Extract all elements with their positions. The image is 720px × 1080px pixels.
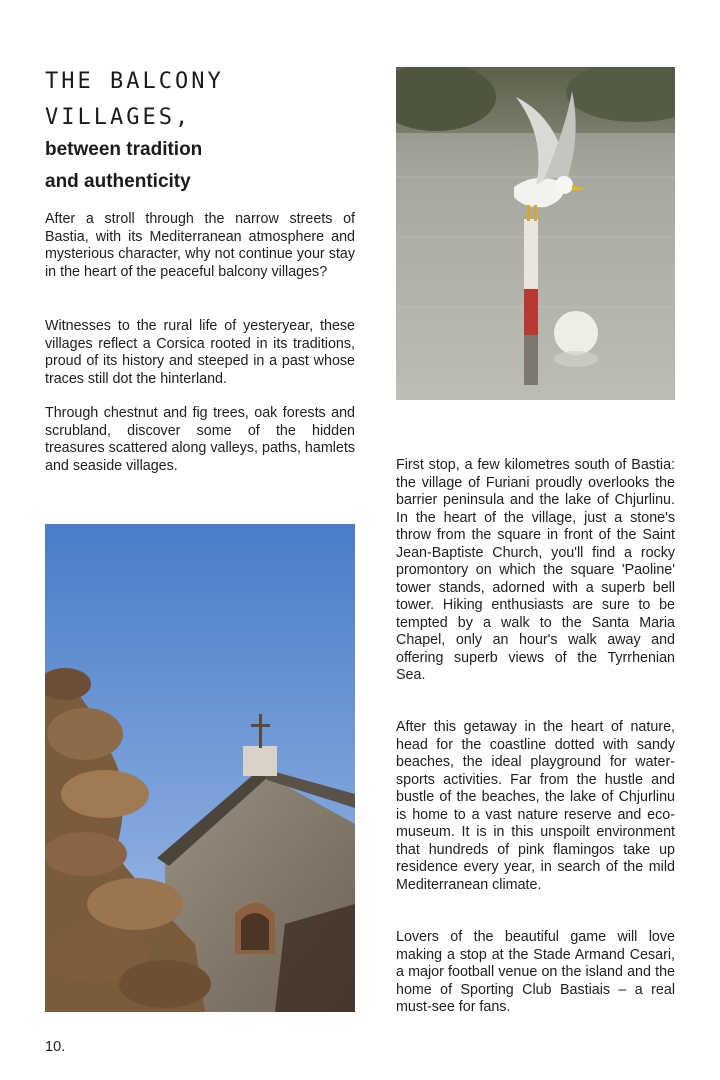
article-title-line2: VILLAGES,: [45, 105, 192, 130]
article-subtitle: [45, 134, 365, 198]
seagull-lake-photo: [396, 67, 675, 400]
article-subtitle-line1: between tradition: [45, 139, 203, 160]
chapel-photo: [45, 524, 355, 1012]
paragraph-first-stop: First stop, a few kilometres south of Bastia: the village of Furiani proudly overlooks the barrier peninsula and the lake of Chjurlinu. In the heart of the village, just a stone's throw from the square in front of the Saint Jean-Baptiste Church, you'll find a rocky promontory on which the square 'Paoline' tower stands, adorned with a superb bell tower. Hiking enthusiasts are sure to be tempted by a walk to the Santa Maria Chapel, only an hour's walk away and offering superb views of the Tyrrhenian Sea.: [396, 457, 675, 683]
paragraph-witnesses: Witnesses to the rural life of yesteryear, these villages reflect a Corsica rooted in its traditions, proud of its history and steeped in a past whose traces still dot the hinterland.: [45, 318, 355, 387]
article-title-line1: THE BALCONY: [45, 69, 224, 94]
article-subtitle-line2: and authenticity: [45, 171, 191, 192]
article-title: [45, 64, 365, 136]
page-number: 10.: [45, 1039, 66, 1055]
paragraph-chestnut: Through chestnut and fig trees, oak forests and scrubland, discover some of the hidden treasures scattered along valleys, paths, hamlets and seaside villages.: [45, 405, 355, 474]
paragraph-intro: After a stroll through the narrow streets of Bastia, with its Mediterranean atmosphere and mysterious character, why not continue your stay in the heart of the peaceful balcony villages?: [45, 211, 355, 280]
paragraph-getaway: After this getaway in the heart of nature, head for the coastline dotted with sandy beaches, the ideal playground for water-sports activities. Far from the hustle and bustle of the beaches, the lake of Chjurlinu is home to a vast nature reserve and eco-museum. It is in this unspoilt environment that hundreds of pink flamingos take up residence every year, in search of the mild Mediterranean climate.: [396, 719, 675, 893]
paragraph-football: Lovers of the beautiful game will love making a stop at the Stade Armand Cesari, a major football venue on the island and the home of Sporting Club Bastiais – a real must-see for fans.: [396, 929, 675, 1015]
